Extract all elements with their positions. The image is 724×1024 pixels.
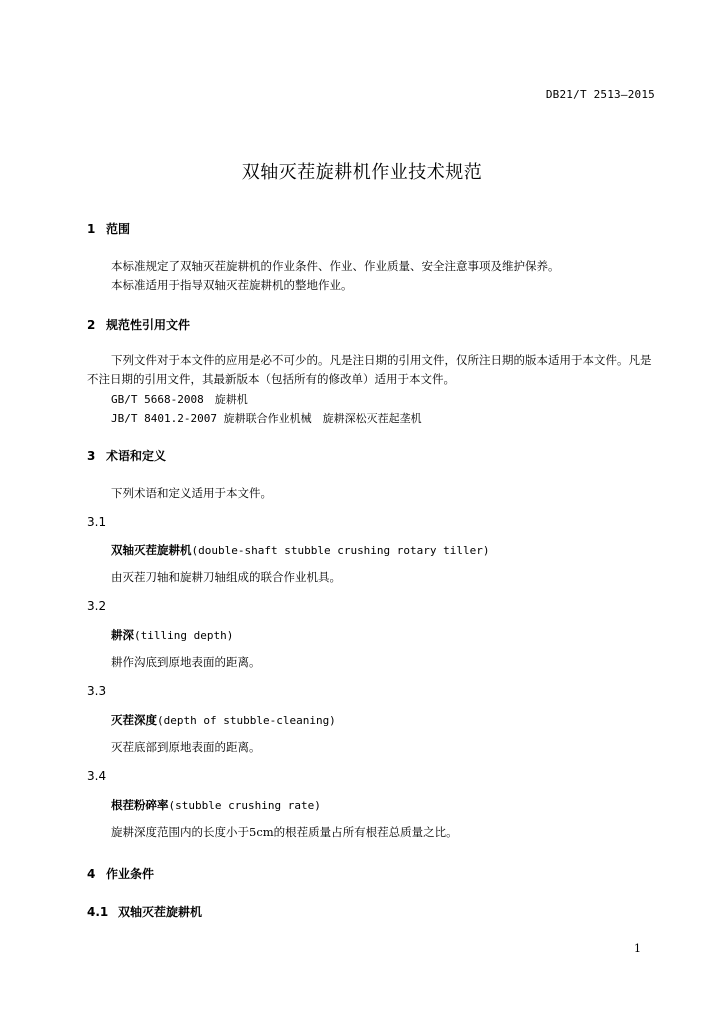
- subsection-4-1-heading: [87, 903, 202, 920]
- standard-code: DB21/T 2513—2015: [545, 88, 655, 101]
- term-definition: 旋耕深度范围内的长度小于5cm的根茬质量占所有根茬总质量之比。: [111, 825, 458, 839]
- term-entry: [111, 797, 321, 813]
- paragraph: 本标准适用于指导双轴灭茬旋耕机的整地作业。: [111, 278, 353, 292]
- term-definition: 由灭茬刀轴和旋耕刀轴组成的联合作业机具。: [111, 570, 341, 584]
- term-number: 3.3: [87, 684, 107, 698]
- term-entry: [111, 712, 336, 728]
- section-number: 4: [87, 867, 96, 881]
- paragraph: 下列术语和定义适用于本文件。: [111, 486, 272, 500]
- page-number: 1: [634, 942, 641, 955]
- term-name: 双轴灭茬旋耕机: [111, 543, 192, 557]
- term-name: 根茬粉碎率: [111, 798, 169, 812]
- section-title: 作业条件: [106, 867, 155, 881]
- term-number: 3.4: [87, 769, 107, 783]
- term-english: (double-shaft stubble crushing rotary tiller): [191, 544, 490, 557]
- section-2-heading: [87, 316, 190, 333]
- section-number: 2: [87, 318, 96, 332]
- section-3-heading: [87, 447, 166, 464]
- term-definition: 耕作沟底到原地表面的距离。: [111, 655, 261, 669]
- term-number: 3.1: [87, 515, 107, 529]
- document-title: 双轴灭茬旋耕机作业技术规范: [241, 162, 483, 183]
- reference-item: GB/T 5668-2008 旋耕机: [111, 393, 248, 406]
- subsection-title: 双轴灭茬旋耕机: [118, 905, 203, 919]
- term-definition: 灭茬底部到原地表面的距离。: [111, 740, 261, 754]
- section-4-heading: [87, 865, 154, 882]
- term-name: 耕深: [111, 628, 134, 642]
- term-number: 3.2: [87, 599, 107, 613]
- subsection-number: 4.1: [87, 905, 109, 919]
- section-number: 1: [87, 222, 96, 236]
- section-title: 范围: [106, 222, 131, 236]
- term-english: (stubble crushing rate): [168, 799, 321, 812]
- term-entry: [111, 542, 490, 558]
- section-title: 规范性引用文件: [106, 318, 191, 332]
- section-1-heading: [87, 220, 130, 237]
- paragraph: 本标准规定了双轴灭茬旋耕机的作业条件、作业、作业质量、安全注意事项及维护保养。: [111, 259, 560, 273]
- term-entry: [111, 627, 233, 643]
- term-english: (depth of stubble-cleaning): [157, 714, 336, 727]
- term-english: (tilling depth): [134, 629, 234, 642]
- reference-item: JB/T 8401.2-2007 旋耕联合作业机械 旋耕深松灭茬起垄机: [111, 412, 422, 425]
- section-title: 术语和定义: [106, 449, 167, 463]
- term-name: 灭茬深度: [111, 713, 157, 727]
- section-number: 3: [87, 449, 96, 463]
- paragraph: 下列文件对于本文件的应用是必不可少的。凡是注日期的引用文件，仅所注日期的版本适用于本文件。凡是不注日期的引用文件，其最新版本（包括所有的修改单）适用于本文件。: [87, 353, 652, 386]
